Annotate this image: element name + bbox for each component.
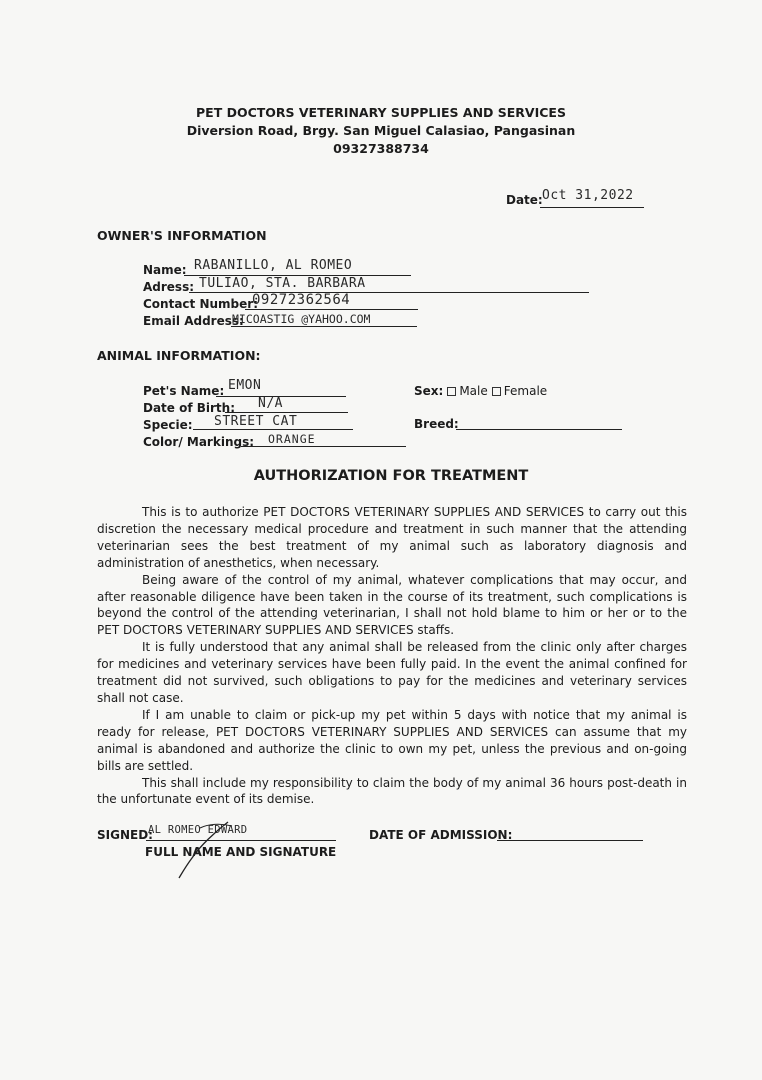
signature-caption: FULL NAME AND SIGNATURE [145, 845, 337, 859]
paragraph-1: This is to authorize PET DOCTORS VETERINARY SUPPLIES AND SERVICES to carry out this discretion the necessary medical procedure and treatment in such manner that the attending veterinarian sees the best treatment of my animal such as laboratory diagnosis and administration of anesthetics, when necessary. [97, 505, 687, 570]
company-phone: 09327388734 [333, 141, 429, 156]
paragraph-2: Being aware of the control of my animal, whatever complications that may occur, and after reasonable diligence have been taken in the course of its treatment, such complications is beyond the control of the attending veterinarian, I shall not hold blame to him or her or to the PET DOCTORS VETERINARY SUPPLIES AND SERVICES staffs. [97, 572, 687, 638]
address-label: Adress: [143, 280, 195, 294]
paragraph-5: This shall include my responsibility to claim the body of my animal 36 hours post-death in the unfortunate event of its demise. [97, 775, 687, 807]
sex-female-label: Female [503, 384, 548, 398]
owner-section-title: OWNER'S INFORMATION [97, 228, 267, 243]
color-label: Color/ Markings: [143, 435, 255, 449]
date-line [540, 207, 644, 208]
contact-value: 09272362564 [252, 292, 351, 308]
sex-male-label: Male [459, 384, 488, 398]
authorization-body [97, 504, 687, 808]
address-value: TULIAO, STA. BARBARA [199, 276, 366, 291]
name-label: Name: [143, 263, 187, 277]
female-checkbox[interactable] [492, 387, 501, 396]
sex-field [414, 384, 547, 398]
email-label: Email Address: [143, 314, 244, 328]
name-value: RABANILLO, AL ROMEO [194, 258, 353, 273]
pet-name-value: EMON [228, 378, 262, 393]
company-address: Diversion Road, Brgy. San Miguel Calasiao, Pangasinan [186, 123, 576, 138]
breed-label: Breed: [414, 417, 459, 431]
dob-value: N/A [258, 396, 283, 411]
date-label: Date: [506, 193, 543, 207]
dob-line [225, 412, 348, 413]
date-value: Oct 31,2022 [542, 188, 634, 203]
color-value: ORANGE [268, 432, 316, 446]
authorization-title: AUTHORIZATION FOR TREATMENT [253, 468, 529, 484]
specie-label: Specie: [143, 418, 193, 432]
animal-section-title: ANIMAL INFORMATION: [97, 348, 261, 363]
address-line [189, 292, 589, 293]
specie-value: STREET CAT [214, 414, 298, 429]
signed-value: AL ROMEO EDWARD [148, 824, 248, 836]
sex-label: Sex: [414, 384, 444, 398]
company-name: PET DOCTORS VETERINARY SUPPLIES AND SERVICES [196, 105, 566, 120]
admission-line[interactable] [497, 840, 643, 841]
email-value: MICOASTIG @YAHOO.COM [232, 312, 371, 326]
email-line [231, 326, 417, 327]
male-checkbox[interactable] [447, 387, 456, 396]
contact-line [245, 309, 418, 310]
admission-label: DATE OF ADMISSION: [369, 828, 513, 842]
specie-line [193, 429, 353, 430]
dob-label: Date of Birth: [143, 401, 236, 415]
paragraph-4: If I am unable to claim or pick-up my pet within 5 days with notice that my animal is ready for release, PET DOCTORS VETERINARY SUPPLIES AND SERVICES can assume that my animal is abandoned and authorize the clinic to own my pet, unless the previous and on-going bills are settled. [97, 707, 687, 773]
paragraph-3: It is fully understood that any animal shall be released from the clinic only after charges for medicines and veterinary services have been fully paid. In the event the animal confined for treatment did not survived, such obligations to pay for the medicines and veterinary services shall not case. [97, 640, 687, 705]
pet-name-label: Pet's Name: [143, 384, 225, 398]
color-line [241, 446, 406, 447]
breed-line [456, 429, 622, 430]
handwritten-signature [170, 818, 260, 880]
contact-label: Contact Number: [143, 297, 258, 311]
signed-label: SIGNED: [97, 828, 153, 842]
